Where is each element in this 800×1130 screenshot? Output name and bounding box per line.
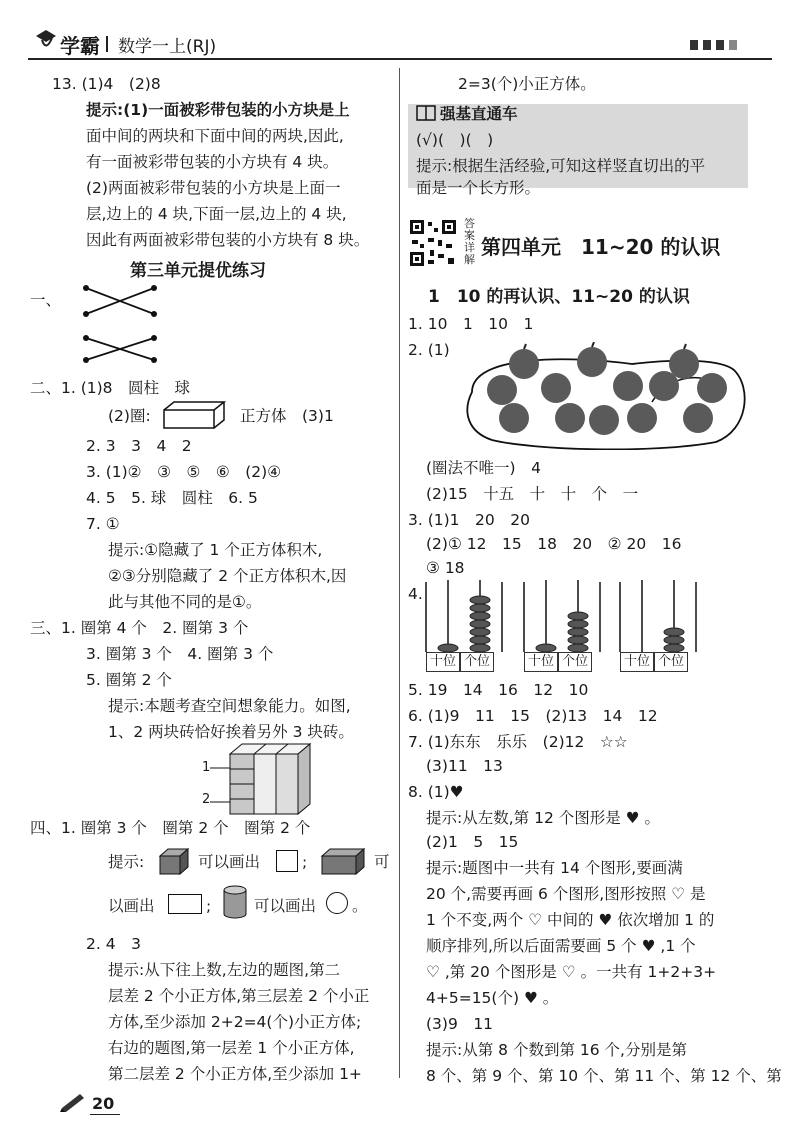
brand-logo: 学霸 <box>60 34 100 58</box>
s3-1: 三、1. 圈第 4 个 2. 圈第 3 个 <box>30 619 249 637</box>
s4-1: 四、1. 圈第 3 个 圈第 2 个 圈第 2 个 <box>30 819 311 837</box>
footer-rule <box>90 1114 120 1115</box>
a8-3: (3)9 11 <box>426 1015 494 1033</box>
abacus-bead <box>664 628 684 636</box>
matching-lines-figure <box>80 282 160 366</box>
a4: 4. <box>408 585 423 603</box>
s4-hint-b: 可以画出 <box>198 853 261 871</box>
a8-hint2: 4+5=15(个) ♥ 。 <box>426 989 559 1007</box>
s1-label: 一、 <box>30 291 62 309</box>
qjzt-answer: (√)( )( ) <box>416 131 494 149</box>
fig-label-1: 1 <box>202 760 211 775</box>
semicolon: ; <box>206 897 212 915</box>
a8-hint2: 提示:题图中一共有 14 个图形,要画满 <box>426 859 683 877</box>
cuboid-shaded-icon <box>320 846 368 876</box>
abacus-bead <box>568 620 588 628</box>
a8-hint2: 20 个,需要再画 6 个图形,图形按照 ♡ 是 <box>426 885 706 903</box>
header-square <box>690 40 698 50</box>
s2-2: 2. 3 3 4 2 <box>86 437 192 455</box>
a8-hint: 提示:从左数,第 12 个图形是 ♥ 。 <box>426 809 660 827</box>
logo-icon <box>34 26 58 52</box>
a8-2: (2)1 5 15 <box>426 833 519 851</box>
s2-7-hint: 提示:①隐藏了 1 个正方体积木, <box>108 541 323 559</box>
abacus-bead <box>470 612 490 620</box>
column-divider <box>399 68 400 1078</box>
qjzt-title: 强基直通车 <box>440 105 518 123</box>
tens-label: 十位 <box>620 652 654 672</box>
brick-stack-figure <box>210 740 330 816</box>
rectangle-icon <box>168 894 202 914</box>
abacus-bead <box>470 596 490 604</box>
ones-label: 个位 <box>558 652 592 672</box>
semicolon: ; <box>302 853 308 871</box>
book-title: 数学一上(RJ) <box>118 37 217 57</box>
a6: 6. (1)9 11 15 (2)13 14 12 <box>408 707 658 725</box>
q13-hint: 面中间的两块和下面中间的两块,因此, <box>86 127 344 145</box>
q13-hint: 因此有两面被彩带包装的小方块有 8 块。 <box>86 231 370 249</box>
s4-hint-d: 以画出 <box>108 897 155 915</box>
s4-hint-e: 可以画出 <box>254 897 317 915</box>
header-square <box>716 40 724 50</box>
s2-1b-post: 正方体 (3)1 <box>240 407 334 425</box>
abacus-frame <box>620 582 696 652</box>
abacus-bead <box>470 620 490 628</box>
book-icon <box>416 104 436 126</box>
qr-code-icon[interactable] <box>408 218 458 272</box>
a2-note: (圈法不唯一) 4 <box>426 459 541 477</box>
ones-label: 个位 <box>654 652 688 672</box>
s4-2-hint: 层差 2 个小正方体,第三层差 2 个小正 <box>108 987 370 1005</box>
a8-hint2: 顺序排列,所以后面需要画 5 个 ♥ ,1 个 <box>426 937 696 955</box>
period: 。 <box>352 897 368 915</box>
s4-2-hint: 方体,至少添加 2+2=4(个)小正方体; <box>108 1013 362 1031</box>
qr-label: 答案详解 <box>464 217 475 266</box>
q13-hint: 层,边上的 4 块,下面一层,边上的 4 块, <box>86 205 347 223</box>
a2-1: 2. (1) <box>408 341 450 359</box>
abacus-bead <box>568 628 588 636</box>
tens-label: 十位 <box>524 652 558 672</box>
abacus-frame <box>426 582 502 652</box>
header-square <box>703 40 711 50</box>
s3-3: 3. 圈第 3 个 4. 圈第 3 个 <box>86 645 274 663</box>
qjzt-hint: 面是一个长方形。 <box>416 179 541 197</box>
s2-7-hint: ②③分别隐藏了 2 个正方体积木,因 <box>108 567 347 585</box>
a8-hint2: 1 个不变,两个 ♡ 中间的 ♥ 依次增加 1 的 <box>426 911 715 929</box>
header-rule <box>28 58 772 60</box>
a8-1: 8. (1)♥ <box>408 783 464 801</box>
s4-2-hint: 提示:从下往上数,左边的题图,第二 <box>108 961 341 979</box>
abacus-bead <box>536 644 556 652</box>
abacus-bead <box>568 612 588 620</box>
square-icon <box>276 850 298 872</box>
cube-icon <box>158 846 192 876</box>
s3-5-hint: 1、2 两块砖恰好挨着另外 3 块砖。 <box>108 723 354 741</box>
a8-hint2: ♡ ,第 20 个图形是 ♡ 。一共有 1+2+3+ <box>426 963 717 981</box>
abacus-bead <box>470 628 490 636</box>
unit3-title: 第三单元提优练习 <box>130 261 266 281</box>
a8-hint3: 8 个、第 9 个、第 10 个、第 11 个、第 12 个、第 <box>426 1067 782 1085</box>
a7-2: (3)11 13 <box>426 757 503 775</box>
cylinder-icon <box>222 884 248 920</box>
abacus-bead <box>438 644 458 652</box>
q13: 13. (1)4 (2)8 <box>52 75 161 93</box>
s3-5: 5. 圈第 2 个 <box>86 671 172 689</box>
q13-hint: 有一面被彩带包装的小方块有 4 块。 <box>86 153 339 171</box>
qjzt-hint: 提示:根据生活经验,可知这样竖直切出的平 <box>416 157 706 175</box>
abacus-frame <box>524 582 600 652</box>
carry-over-line: 2=3(个)小正方体。 <box>458 75 596 93</box>
abacus-bead <box>568 636 588 644</box>
s4-2: 2. 4 3 <box>86 935 141 953</box>
apples-figure <box>452 342 752 450</box>
abacus-labels <box>524 652 592 672</box>
a8-hint3: 提示:从第 8 个数到第 16 个,分别是第 <box>426 1041 687 1059</box>
s4-hint-c: 可 <box>374 853 390 871</box>
a1: 1. 10 1 10 1 <box>408 315 534 333</box>
a3-1: 3. (1)1 20 20 <box>408 511 530 529</box>
header-sep <box>106 36 108 52</box>
s2-1b-pre: (2)圈: <box>108 407 151 425</box>
abacus-bead <box>470 604 490 612</box>
s2-1a: 二、1. (1)8 圆柱 球 <box>30 379 191 397</box>
s2-3: 3. (1)② ③ ⑤ ⑥ (2)④ <box>86 463 282 481</box>
s4-2-hint: 第二层差 2 个小正方体,至少添加 1+ <box>108 1065 362 1083</box>
abacus-bead <box>568 644 588 652</box>
ones-label: 个位 <box>460 652 494 672</box>
abacus-bead <box>664 636 684 644</box>
circle-icon <box>326 892 348 914</box>
s2-7-hint: 此与其他不同的是①。 <box>108 593 262 611</box>
pencil-icon <box>58 1090 88 1116</box>
cuboid-icon <box>162 400 226 430</box>
unit4-title: 第四单元 11~20 的认识 <box>481 235 721 259</box>
a3-2: (2)① 12 15 18 20 ② 20 16 <box>426 535 682 553</box>
q13-hint: 提示:(1)一面被彩带包装的小方块是上 <box>86 101 350 119</box>
abacus-bead <box>664 644 684 652</box>
a5: 5. 19 14 16 12 10 <box>408 681 589 699</box>
abacus-labels <box>426 652 494 672</box>
apple-icon <box>487 347 727 435</box>
abacus-bead <box>470 644 490 652</box>
a2-2: (2)15 十五 十 十 个 一 <box>426 485 639 503</box>
tens-label: 十位 <box>426 652 460 672</box>
section-title: 1 10 的再认识、11~20 的认识 <box>428 287 690 307</box>
s2-7: 7. ① <box>86 515 120 533</box>
abacus-labels <box>620 652 688 672</box>
a7-1: 7. (1)东东 乐乐 (2)12 ☆☆ <box>408 733 628 751</box>
a3-3: ③ 18 <box>426 559 465 577</box>
s2-4: 4. 5 5. 球 圆柱 6. 5 <box>86 489 258 507</box>
fig-label-2: 2 <box>202 792 211 807</box>
s4-2-hint: 右边的题图,第一层差 1 个小正方体, <box>108 1039 355 1057</box>
abacus-bead <box>470 636 490 644</box>
q13-hint: (2)两面被彩带包装的小方块是上面一 <box>86 179 341 197</box>
page-number: 20 <box>92 1094 115 1113</box>
header-square <box>729 40 737 50</box>
s3-5-hint: 提示:本题考查空间想象能力。如图, <box>108 697 351 715</box>
s4-hint-a: 提示: <box>108 853 145 871</box>
